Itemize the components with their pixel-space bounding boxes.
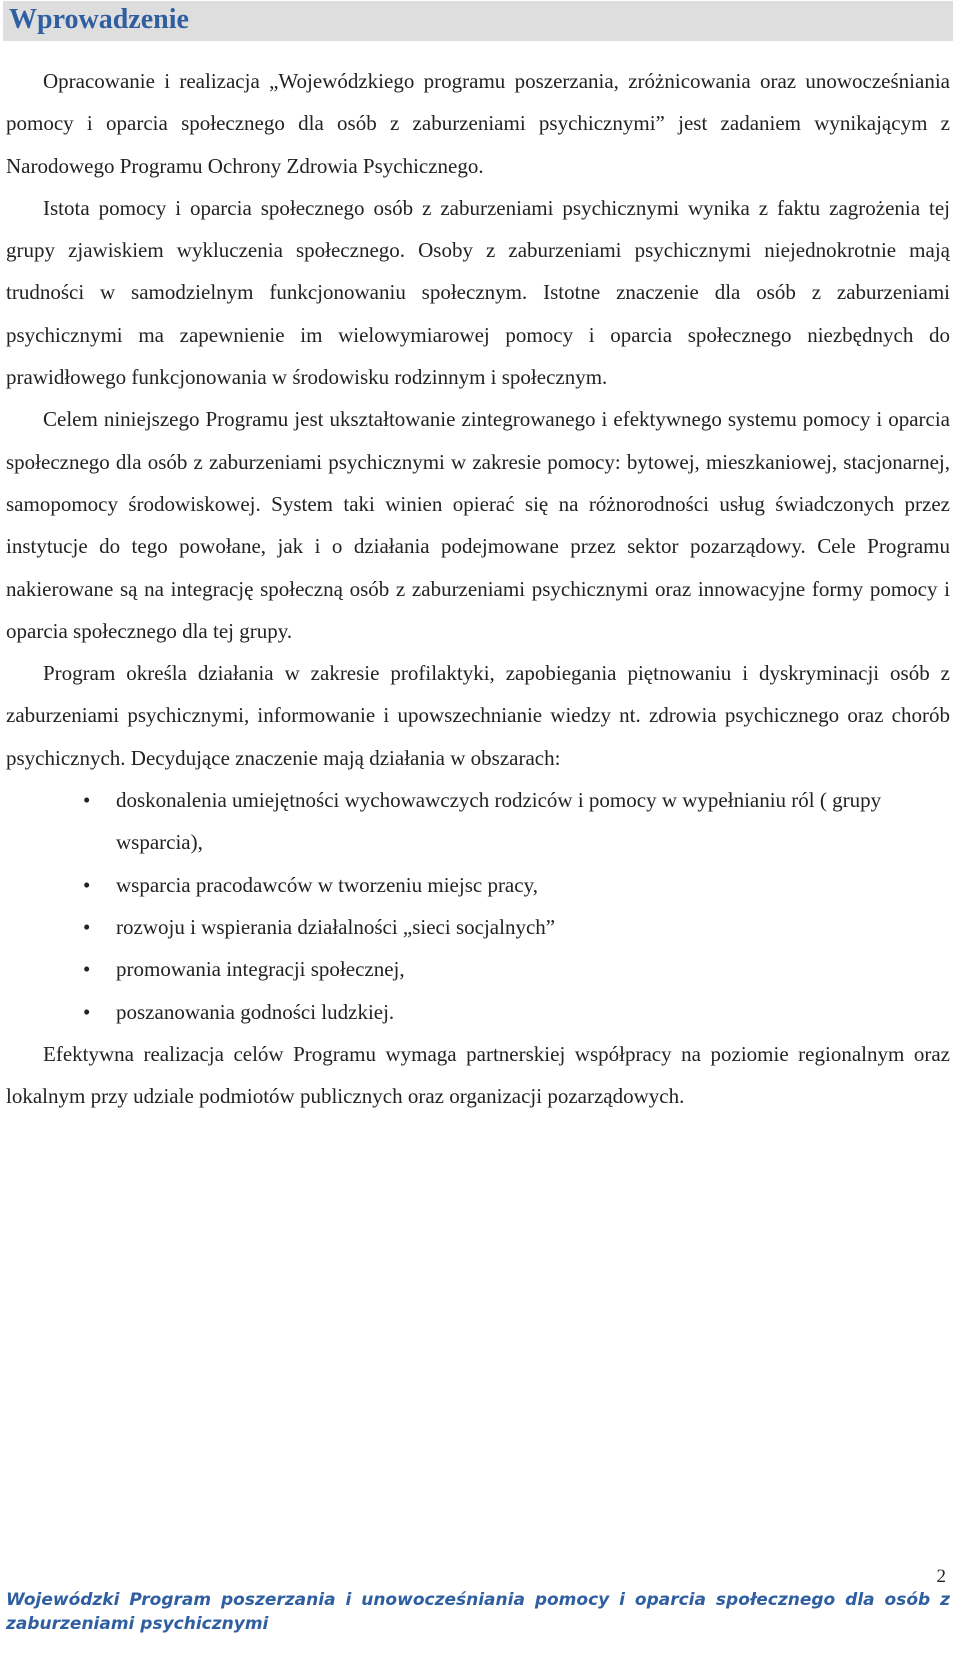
bullet-icon: • xyxy=(83,957,91,982)
list-item-text: poszanowania godności ludzkiej. xyxy=(116,999,395,1024)
list-item-text: rozwoju i wspierania działalności „sieci socjalnych” xyxy=(116,914,556,939)
paragraph-closing: Efektywna realizacja celów Programu wymaga partnerskiej współpracy na poziomie regionalnym oraz lokalnym przy udziale podmiotów publicznych oraz organizacji pozarządowych. xyxy=(6,1041,950,1109)
page-number: 2 xyxy=(936,1566,946,1587)
bullet-icon: • xyxy=(83,788,91,813)
bullet-icon: • xyxy=(83,914,91,939)
areas-list xyxy=(6,779,950,1033)
list-item xyxy=(83,948,950,990)
footer-title: Wojewódzki Program poszerzania i unowocześniania pomocy i oparcia społecznego dla osób z zaburzeniami psychicznymi xyxy=(6,1590,950,1634)
section-heading: Wprowadzenie xyxy=(9,4,189,35)
list-item-text: promowania integracji społecznej, xyxy=(116,957,405,982)
paragraph-essence: Istota pomocy i oparcia społecznego osób z zaburzeniami psychicznymi wynika z faktu zagrożenia tej grupy zjawiskiem wykluczenia społecznego. Osoby z zaburzeniami psychicznymi niejednokrotnie mają trudności w samodzielnym funkcjonowaniu społecznym. Istotne znaczenie dla osób z zaburzeniami psychicznymi ma zapewnienie im wielowymiarowej pomocy i oparcia społecznego niezbędnych do prawidłowego funkcjonowania w środowisku rodzinnym i społecznym. xyxy=(6,195,950,390)
list-item xyxy=(83,991,950,1033)
list-item xyxy=(83,779,950,864)
list-item-text: wsparcia pracodawców w tworzeniu miejsc pracy, xyxy=(116,872,538,897)
bullet-icon: • xyxy=(83,999,91,1024)
list-item-text: doskonalenia umiejętności wychowawczych rodziców i pomocy w wypełnianiu ról ( grupy wsparcia), xyxy=(116,788,882,855)
bullet-icon: • xyxy=(83,872,91,897)
list-item xyxy=(83,864,950,906)
document-body xyxy=(6,60,950,1117)
list-item xyxy=(83,906,950,948)
paragraph-intro: Opracowanie i realizacja „Wojewódzkiego programu poszerzania, zróżnicowania oraz unowocześniania pomocy i oparcia społecznego dla osób z zaburzeniami psychicznymi” jest zadaniem wynikającym z Narodowego Programu Ochrony Zdrowia Psychicznego. xyxy=(6,69,950,178)
heading-bar xyxy=(3,1,953,41)
paragraph-goal: Celem niniejszego Programu jest ukształtowanie zintegrowanego i efektywnego systemu pomocy i oparcia społecznego dla osób z zaburzeniami psychicznymi w zakresie pomocy: bytowej, mieszkaniowej, stacjonarnej, samopomocy środowiskowej. System taki winien opierać się na różnorodności usług świadczonych przez instytucje do tego powołane, jak i o działania podejmowane przez sektor pozarządowy. Cele Programu nakierowane są na integrację społeczną osób z zaburzeniami psychicznymi oraz innowacyjne formy pomocy i oparcia społecznego dla tej grupy. xyxy=(6,407,950,643)
paragraph-program-areas: Program określa działania w zakresie profilaktyki, zapobiegania piętnowaniu i dyskryminacji osób z zaburzeniami psychicznymi, informowanie i upowszechnianie wiedzy nt. zdrowia psychicznego oraz chorób psychicznych. Decydujące znaczenie mają działania w obszarach: xyxy=(6,661,950,770)
